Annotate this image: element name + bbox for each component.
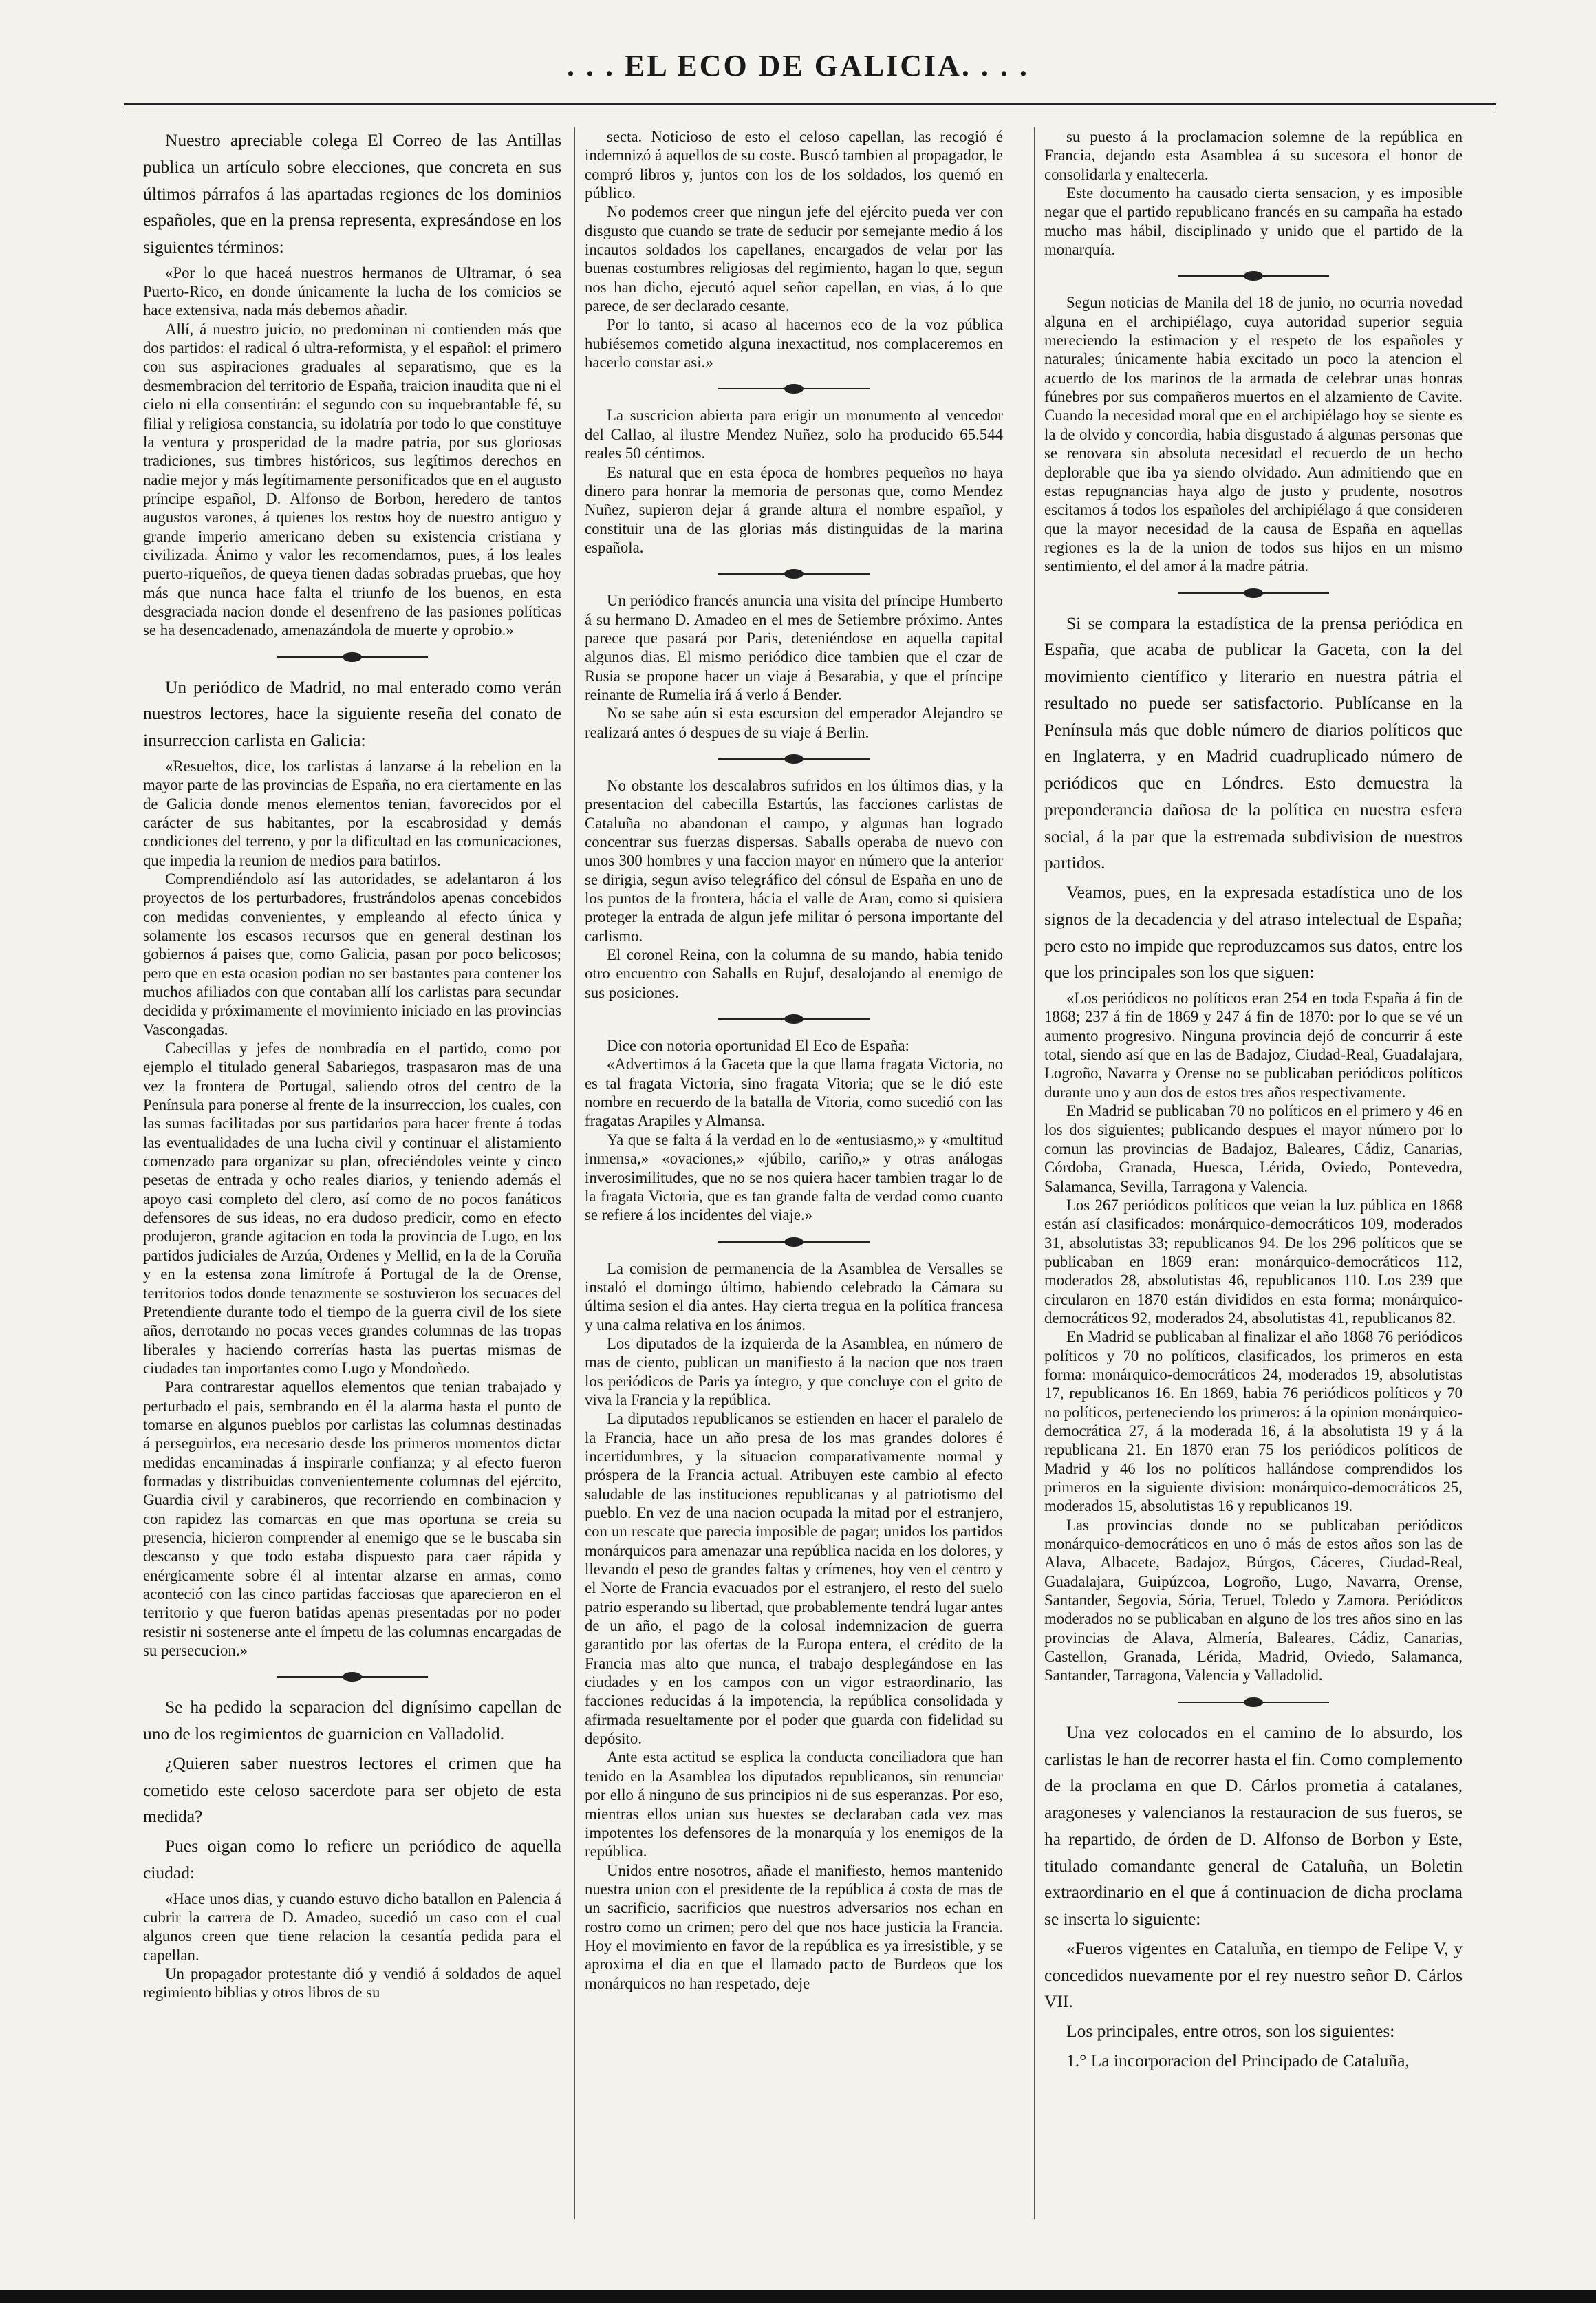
column-1 [143,127,561,2222]
header-rule [124,103,1496,114]
paragraph: ¿Quieren saber nuestros lectores el crimen que ha cometido este celoso sacerdote para ser objeto de esta medida? [143,1753,561,1827]
paragraph: «Por lo que haceá nuestros hermanos de Ultramar, ó sea Puerto-Rico, en donde únicamente la lucha de los comicios se hace extensiva, nada más debemos añadir. [143,264,561,319]
paragraph: La diputados republicanos se estienden en hacer el paralelo de la Francia, hace un año presa de los mas grandes dolores é incertidumbres, y la situacion comparativamente normal y próspera de la Francia actual. Atribuyen este cambio al efecto saludable de las instituciones republicanas y al patriotismo del pueblo. En vez de una nacion ocupada la mitad por el estranjero, con un rescate que parecia imposible de pagar; unidos los partidos monárquicos para amenazar una república nacida en los dolores, y llevando el peso de grandes faltas y crímenes, hoy ven el centro y el Norte de Francia evacuados por el estranjero, el resto del suelo patrio esperando su libertad, que probablemente tendrá lugar antes de un año, el pago de la colosal indemnizacion de guerra garantido por las ofertas de la Europa entera, el crédito de la Francia mas alto que nunca, el trabajo desplegándose en las ciudades y en los campos con un vigor estraordinario, las facciones reducidas á la impotencia, la república consolidada y afirmada resueltamente por el poder que guarda con fidelidad su depósito. [585,1410,1003,1748]
paragraph: secta. Noticioso de esto el celoso capellan, las recogió é indemnizó á aquellos de su coste. Buscó tambien al propagador, le compró libros y, juntos con los de los soldados, los quemó en público. [585,128,1003,202]
section-separator [277,652,428,662]
paragraph: Ante esta actitud se esplica la conducta conciliadora que han tenido en la Asamblea los diputados republicanos, sin renunciar por ello á ninguno de sus principios ni de sus esperanzas. Por eso, mientras ellos unian sus huestes se declaraban cada vez mas impotentes los defensores de la monarquía y los enemigos de la república. [585,1748,1003,1861]
article-principe-humberto: Un periódico francés anuncia una visita del príncipe Humberto á su hermano D. Amadeo en el mes de Setiembre próximo. Antes parece que pasará por Paris, deteniéndose en aquella capital algunos dias. El mismo periódico dice tambien que el czar de Rusia se propone hacer un viaje á Besarabia, y que el príncipe reinante de Rumelia irá á verlo á Bender. [585,592,1003,703]
article-correo-antillas-intro: Nuestro apreciable colega El Correo de las Antillas publica un artículo sobre elecciones, que concreta en sus últimos párrafos á las apartadas regiones de los dominios españoles, que en la prensa representa, expresándose en los siguientes términos: [143,130,561,257]
article-capellan-intro: Se ha pedido la separacion del dignísimo capellan de uno de los regimientos de guarnicion en Valladolid. [143,1697,561,1744]
section-separator [718,754,870,764]
paragraph: Cabecillas y jefes de nombradía en el partido, como por ejemplo el titulado general Sabariegos, traspasaron mas de una vez la frontera de Portugal, saliendo otros del centro de la Península para ponerse al frente de la insurreccion, los cuales, con las sumas facilitadas por sus partidarios para hacer frente á todas las eventualidades de una lucha civil y continuar el alistamiento comenzado para organizar su plan, ofreciéndoles veinte y cinco pesetas de entrada y ocho reales diarios, y teniendo además el apoyo casi completo del clero, así como de no pocos fanáticos defensores de sus ideas, no era dudoso predicir, como en efecto produjeron, grande agitacion en toda la provincia de Lugo, en los partidos judiciales de Arzúa, Ordenes y Mellid, en la de la Coruña y en la estensa zona limítrofe á Portugal de la de Orense, territorios todos donde tenazmente se sostuvieron los secuaces del Pretendiente durante todo el tiempo de la guerra civil de los siete años, derrotando no pocas veces grandes columnas de las tropas liberales y haciendo correrías hasta las puertas mismas de ciudades tan importantes como Lugo y Mondoñedo. [143,1040,561,1377]
paragraph: El coronel Reina, con la columna de su mando, habia tenido otro encuentro con Saballs en Rujuf, desalojando al enemigo de sus posiciones. [585,946,1003,1001]
paragraph: Las provincias donde no se publicaban periódicos monárquico-democráticos en uno ó más de estos años son las de Alava, Albacete, Badajoz, Búrgos, Cáceres, Ciudad-Real, Guadalajara, Guipúzcoa, Logroño, Lugo, Navarra, Orense, Santander, Segovia, Sória, Teruel, Toledo y Zamora. Periódicos moderados no se publicaban en alguno de los tres años sino en las provincias de Alava, Almería, Baleares, Cádiz, Canarias, Castellon, Granada, Lérida, Madrid, Oviedo, Salamanca, Santander, Tarragona, Valencia y Valladolid. [1044,1516,1463,1684]
article-asamblea-versalles: La comision de permanencia de la Asamblea de Versalles se instaló el domingo último, habiendo celebrado la Cámara su última sesion el dia antes. Hay cierta tregua en la política francesa y una calma relativa en los ánimos. [585,1259,1003,1333]
article-carlistas-cataluna: No obstante los descalabros sufridos en los últimos dias, y la presentacion del cabecilla Estartús, las facciones carlistas de Cataluña no abandonan el campo, y algunas han logrado concentrar sus fuerzas dispersas. Saballs operaba de nuevo con unos 300 hombres y una faccion mayor en número que la anterior se dirigia, segun aviso telegráfico del cónsul de España en uno de los puntos de la frontera, hácia el valle de Aran, como si quisiera proteger la entrada de algun jefe militar ó persona importante del carlismo. [585,776,1003,945]
paragraph: 1.° La incorporacion del Principado de Cataluña, [1066,2050,1410,2070]
paragraph: Ya que se falta á la verdad en lo de «entusiasmo,» y «multitud inmensa,» «ovaciones,» «júbilo, cariño,» y otras análogas inverosimilitudes, que no se nos quiera hacer tambien tragar lo de la fragata Victoria, que es tan grande falta de verdad como cuanto se refiere á los incidentes del viaje.» [585,1131,1003,1224]
section-separator [1178,271,1329,281]
paragraph: «Fueros vigentes en Cataluña, en tiempo de Felipe V, y concedidos nuevamente por el rey nuestro señor D. Cárlos VII. [1044,1938,1463,2012]
paragraph: En Madrid se publicaban 70 no políticos en el primero y 46 en los dos siguientes; publicando despues el mayor número por lo comun las provincias de Badajoz, Baleares, Cádiz, Canarias, Córdoba, Granada, Huesca, Lérida, Oviedo, Pontevedra, Salamanca, Sevilla, Tarragona y Valencia. [1044,1102,1463,1195]
paragraph: Los 267 periódicos políticos que veian la luz pública en 1868 están así clasificados: monárquico-democráticos 109, moderados 31, absolutistas 33; republicanos 94. De los 296 políticos que se publicaban en 1869 eran: monárquico-democráticos 112, moderados 28, absolutistas 46, republicanos 110. Los 239 que circularon en 1870 están divididos en esta forma; monárquico-democráticos 92, moderados 24, absolutistas 41, republicanos 82. [1044,1196,1463,1327]
section-separator [277,1672,428,1682]
article-estadistica-prensa: Si se compara la estadística de la prensa periódica en España, que acaba de publicar la Gaceta, con la del movimiento científico y literario en nuestra pátria el resultado no puede ser satisfactorio. Publícanse en la Península más que doble número de diarios políticos que en Inglaterra, y en Madrid cuadruplicado número de periódicos que en Lóndres. Esto demuestra la preponderancia dañosa de la política en nuestra esfera social, á la par que la estremada subdivision de nuestros partidos. [1044,612,1463,873]
article-fragata-vitoria: Dice con notoria oportunidad El Eco de España: [607,1037,909,1055]
paragraph: No podemos creer que ningun jefe del ejército pueda ver con disgusto que cuando se trate de seducir por semejante medio á los incautos soldados los capellanes, encargados de velar por las buenas costumbres religiosas del regimiento, hagan lo que, segun nos han dicho, ejecutó aquel señor capellan, en vias, á lo que parece, de ser declarado cesante. [585,203,1003,315]
column-3 [1044,127,1463,2222]
paragraph: «Hace unos dias, y cuando estuvo dicho batallon en Palencia á cubrir la carrera de D. Amadeo, sucedió un caso con el cual algunos creen que tiene relacion la cesantía pedida para el capellan. [143,1889,561,1964]
paragraph: Unidos entre nosotros, añade el manifiesto, hemos mantenido nuestra union con el presidente de la república á costa de mas de un sacrificio, sacrificios que nuestros adversarios nos echan en rostro como un crimen; pero del que nos hace justicia la Francia. Hoy el movimiento en favor de la república es ya irresistible, y se aproxima el dia en que el llamado pacto de Burdeos que los monárquicos no han respetado, deje [585,1861,1003,1992]
column-rule [574,127,575,2219]
paragraph: No se sabe aún si esta escursion del emperador Alejandro se realizará antes ó despues de su viaje á Berlin. [585,705,1003,741]
paragraph: su puesto á la proclamacion solemne de la república en Francia, dejando esta Asamblea á su sucesora el honor de consolidarla y enaltecerla. [1044,128,1463,183]
paragraph: Comprendiéndolo así las autoridades, se adelantaron á los proyectos de los perturbadores, frustrándolos apenas concebidos con medidas convenientes, y empleando al efecto única y solamente los escasos recursos que en general destinan los gobiernos á paises que, como Galicia, pasan por poco belicosos; pero que en esta ocasion podian no ser bastantes para contener los muchos afiliados con que contaban allí los carlistas para secundar decidida y próximamente el movimiento iniciado en las provincias Vascongadas. [143,870,561,1038]
section-separator [718,1014,870,1024]
paragraph: «Resueltos, dice, los carlistas á lanzarse á la rebelion en la mayor parte de las provincias de España, no era ciertamente en las de Galicia donde menos elementos tenian, favorecidos por el carácter de sus habitantes, por la escabrosidad y demás condiciones del terreno, y por la dificultad en las comunicaciones, que impedia la reunion de medios para batirlos. [143,757,561,869]
article-mendez-nunez: La suscricion abierta para erigir un monumento al vencedor del Callao, al ilustre Mendez Nuñez, solo ha producido 65.544 reales 50 céntimos. [585,407,1003,462]
paragraph: Para contrarestar aquellos elementos que tenian trabajado y perturbado el pais, sembrando en él la alarma hasta el punto de tomarse en algunos pueblos por carlistas las columnas destinadas á perseguirlos, era necesario desde los primeros momentos dictar medidas encaminadas á inspirarle confianza; y al efecto fueron formadas y distribuidas convenientemente columnas del ejército, Guardia civil y carabineros, que recorriendo en combinacion y con rapidez las comarcas en que mas oportuna se creia su presencia, hicieron comprender al enemigo que se le buscaba sin descanso y que todo estaba dispuesto para caer rápida y enérgicamente sobre él al intentar alzarse en armas, como aconteció con las cinco partidas facciosas que aparecieron en el territorio y que fueron batidas apenas presentadas por no poder resistir ni sostenerse ante el ímpetu de las columnas encargadas de su persecucion.» [143,1378,561,1660]
section-separator [718,569,870,579]
masthead: . . . EL ECO DE GALICIA. . . . [567,49,1029,83]
paragraph: «Advertimos á la Gaceta que la que llama fragata Victoria, no es tal fragata Victoria, sino fragata Vitoria; que se le dió este nombre en recuerdo de la batalla de Vitoria, como sucedió con las fragatas Arapiles y Almansa. [585,1056,1003,1130]
column-2 [585,127,1003,2222]
article-carlist-galicia-intro: Un periódico de Madrid, no mal enterado como verán nuestros lectores, hace la siguiente reseña del conato de insurreccion carlista en Galicia: [143,676,561,751]
paragraph: Este documento ha causado cierta sensacion, y es imposible negar que el partido republicano francés en su campaña ha estado mucho mas hábil, disciplinado y unido que el partido de la monarquía. [1044,184,1463,259]
paragraph: Veamos, pues, en la expresada estadística uno de los signos de la decadencia y del atraso intelectual de España; pero esto no impide que reproduzcamos sus datos, entre los que los principales son los que siguen: [1044,882,1463,983]
section-separator [1178,1697,1329,1707]
paragraph: «Los periódicos no políticos eran 254 en toda España á fin de 1868; 237 á fin de 1869 y 247 á fin de 1870: por lo que se vé un aumento progresivo. Ninguna provincia dejó de concurrir á este total, siendo así que en las de Badajoz, Ciudad-Real, Guadalajara, Logroño, Navarra y Orense no se publicaban periódicos políticos durante uno y aun dos de estos tres años respectivamente. [1044,989,1463,1101]
article-fueros-cataluna: Una vez colocados en el camino de lo absurdo, los carlistas le han de recorrer hasta el fin. Como complemento de la proclama en que D. Cárlos prometia á catalanes, aragoneses y valencianos la restauracion de sus fueros, se ha repartido, de órden de D. Alfonso de Borbon y Este, titulado comandante general de Cataluña, un Boletin extraordinario en el que á continuacion de dicha proclama se inserta lo siguiente: [1044,1722,1463,1929]
paragraph: Pues oigan como lo refiere un periódico de aquella ciudad: [143,1836,561,1883]
paragraph: En Madrid se publicaban al finalizar el año 1868 76 periódicos políticos y 70 no políticos, clasificados, los primeros en esta forma: monárquico-democráticos 24, moderados 19, absolutistas 17, republicanos 16. En 1869, habia 76 periódicos políticos y 70 no políticos, perteneciendo los primeros: á la opinion monárquico-democrática 27, á la moderada 16, á la absolutista 19 y á la republicana 21. En 1870 eran 75 los periódicos políticos de Madrid y 46 los no políticos hallándose comprendidos los primeros en la siguiente division: monárquico-democráticos 25, moderados 15, absolutistas 16 y republicanos 19. [1044,1328,1463,1515]
page-bottom-edge [0,2290,1596,2303]
paragraph: Los principales, entre otros, son los siguientes: [1066,2021,1395,2042]
section-separator [1178,588,1329,598]
paragraph: Allí, á nuestro juicio, no predominan ni contienden más que dos partidos: el radical ó ultra-reformista, y el español: el primero con sus aspiraciones graduales al separatismo, que es la desmembracion del territorio de España, traicion inaudita que ni el cielo ni ella consentirán: el segundo con su inquebrantable fé, su filial y religiosa constancia, su idolatría por todo lo que constituye la ventura y prosperidad de la madre patria, por sus gloriosas tradiciones, sus timbres históricos, sus legítimos derechos en nadie mejor y más legítimamente personificados que en el augusto príncipe español, D. Alfonso de Borbon, heredero de tantos augustos varones, á quienes los restos hoy de nuestro antiguo y grande imperio americano deben su existencia cristiana y civilizada. Ánimo y valor les recomendamos, pues, á los leales puerto-riqueños, de queya tienen dadas sobradas pruebas, que hoy más que nunca hace falta el triunfo de los buenos, en esta desgraciada nacion donde el desenfreno de las pasiones políticas se ha desencadenado, amenazándola de muerte y oprobio.» [143,320,561,639]
section-separator [718,384,870,394]
paragraph: Por lo tanto, si acaso al hacernos eco de la voz pública hubiésemos cometido alguna inexactitud, nos complaceremos en hacerlo constar asi.» [585,316,1003,372]
paragraph: Los diputados de la izquierda de la Asamblea, en número de mas de ciento, publican un manifiesto á la nacion que nos traen los periódicos de Paris ya íntegro, y que concluye con el grito de viva la Francia y la república. [585,1334,1003,1408]
paragraph: Es natural que en esta época de hombres pequeños no haya dinero para honrar la memoria de personas que, como Mendez Nuñez, supieron dejar á grande altura el nombre español, y constituir una de las glorias más distinguidas de la marina española. [585,463,1003,556]
section-separator [718,1237,870,1247]
paragraph: Un propagador protestante dió y vendió á soldados de aquel regimiento biblias y otros libros de su [143,1965,561,2002]
article-noticias-manila: Segun noticias de Manila del 18 de junio, no ocurria novedad alguna en el archipiélago, cuya autoridad superior seguia mereciendo la estimacion y el respeto de los españoles y naturales; únicamente habia excitado un poco la atencion el acuerdo de los marinos de la armada de celebrar unas honras fúnebres por sus compañeros muertos en el alzamiento de Cavite. Cuando la necesidad moral que en el archipiélago hoy se siente es la de olvido y concordia, habia disgustado á algunas personas que se renovara sin absoluta necesidad el recuerdo de un hecho deplorable que iba ya siendo olvidado. Aun admitiendo que en estas repugnancias haya algo de justo y prudente, nosotros escitamos á todos los españoles del archipiélago á que consideren que la mayor necesidad de la causa de España en aquellas regiones es la de la union de todos sus hijos en un mismo sentimiento, el del amor á la madre pátria. [1044,294,1463,575]
column-rule [1034,127,1035,2219]
